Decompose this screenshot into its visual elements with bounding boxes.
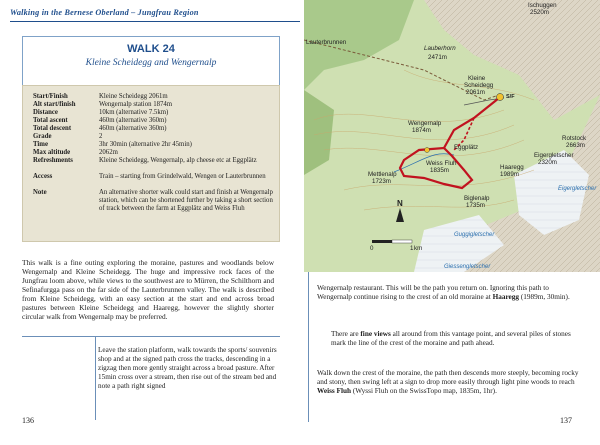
start-marker-label: S/F [506,94,515,100]
route-paragraph-right-1: Wengernalp restaurant. This will be the path you return on. Ignoring this path to Wengernalp continue rising to the crest of an old moraine at Haaregg (1989m, 30min). [317,284,570,302]
scale-bar-black [372,240,392,243]
label-weissfluh-alt: 1835m [430,167,449,174]
label-scheidegg: Scheidegg [464,82,494,89]
running-head: Walking in the Bernese Oberland – Jungfrau Region [10,8,199,17]
route-paragraph-right-2: There are fine views all around from this vantage point, and several piles of stones mark the line of the crest of the moraine and path ahead. [331,330,571,348]
scale-label-1: 1 [410,245,414,252]
label-ischuggen: Ischuggen [528,2,557,9]
label-wengernalp: Wengernalp [408,120,442,127]
walk-subtitle: Kleine Scheidegg and Wengernalp [85,58,217,68]
label-ischuggen-alt: 2520m [530,9,549,16]
label-mettlenalp-alt: 1723m [372,178,391,185]
label-lauberhorn: Lauberhorn [424,45,456,52]
scale-label-0: 0 [370,245,374,252]
label-biglenalp-alt: 1735m [466,202,485,209]
walk-info-box: Start/Finish Kleine Scheidegg 2061m Alt start/finish Wengernalp station 1874m Distance 10km (alternative 7.5km) Total ascent 460m (alternative 360m) Total descent 460m (alternative 360m) Grade 2 Time 3hr 30min (alternative 2hr 45min) Max altitude 2062m Refreshments Kleine Scheidegg, Wengernalp, alp cheese etc at Eggplätz Access Train – starting from Grindelwald, Wengen or Lauterbrunnen Note An alternative shorter walk could start and finish at Wengernalp station, which can be shortened further by taking a short section of track between the farm at Eggplätz and Weiss Fluh [22,85,280,242]
header-rule [10,21,300,22]
label-kleine-alt: 2061m [466,89,485,96]
label-eigergletscher-alt: 2320m [538,159,557,166]
label-weissfluh: Weiss Fluh [426,160,457,167]
label-haaregg-alt: 1989m [500,171,519,178]
label-eigergletscher: Eigergletscher [534,152,574,159]
north-label: N [397,199,403,208]
label-guggigletscher: Guggigletscher [454,232,495,238]
label-mettlenalp: Mettlenalp [368,171,397,178]
label-biglenalp: Biglenalp [464,195,490,202]
start-marker [497,94,504,101]
route-paragraph-left: Leave the station platform, walk towards the sports/ souvenirs shop and at the signed path cross the tracks, descending in a zigzag then more gently straight across a broad pasture. After 15min cross over a stream, then rise out of the stream bed and note a path right signed [98,346,277,391]
label-haaregg: Haaregg [500,164,524,171]
scale-bar-white [392,240,412,243]
label-eggplatz: Eggplätz [454,144,479,151]
label-wengernalp-alt: 1874m [412,127,431,134]
section-rule [22,336,280,337]
walk-title: WALK 24 [127,43,175,55]
route-map [304,0,600,272]
label-rotstock-alt: 2663m [566,142,585,149]
walk-title-box [22,36,280,87]
margin-rule [95,336,96,420]
route-paragraph-right-3: Walk down the crest of the moraine, the path then descends more steeply, becoming rocky and stony, then swing left at a sign to drop more easily through light pine woods to reach Weiss Fluh (Wyssi Fluh on the SwissTopo map, 1835m, 1hr). [317,369,579,396]
label-kleine: Kleine [468,75,486,82]
page-number-left: 136 [22,416,34,425]
intro-paragraph: This walk is a fine outing exploring the moraine, pastures and woodlands below Wengernalp and Kleine Scheidegg. The huge and impressive rock faces of the Jungfrau loom above, while views to the southwest are to Mürren, the Schilthorn and Sefinafurgga pass on the far side of the Lauterbrunnen valley. The walk is described from Kleine Scheidegg, with an easy section at the start and end across broad pastures between Kleine Scheidegg and Haaregg, however the slightly shorter circular walk from Wengernalp may be preferred. [22,258,274,322]
label-lauterbrunnen: Lauterbrunnen [306,39,347,46]
wengernalp-marker [425,148,430,153]
label-eigergletscher-glacier: Eigergletscher [558,186,597,192]
label-lauberhorn-alt: 2471m [428,54,447,61]
page-number-right: 137 [560,416,572,425]
margin-rule-right [308,272,309,422]
scale-unit: km [414,245,423,252]
label-rotstock: Rotstock [562,135,587,142]
label-giessengletscher: Giessengletscher [444,264,491,270]
